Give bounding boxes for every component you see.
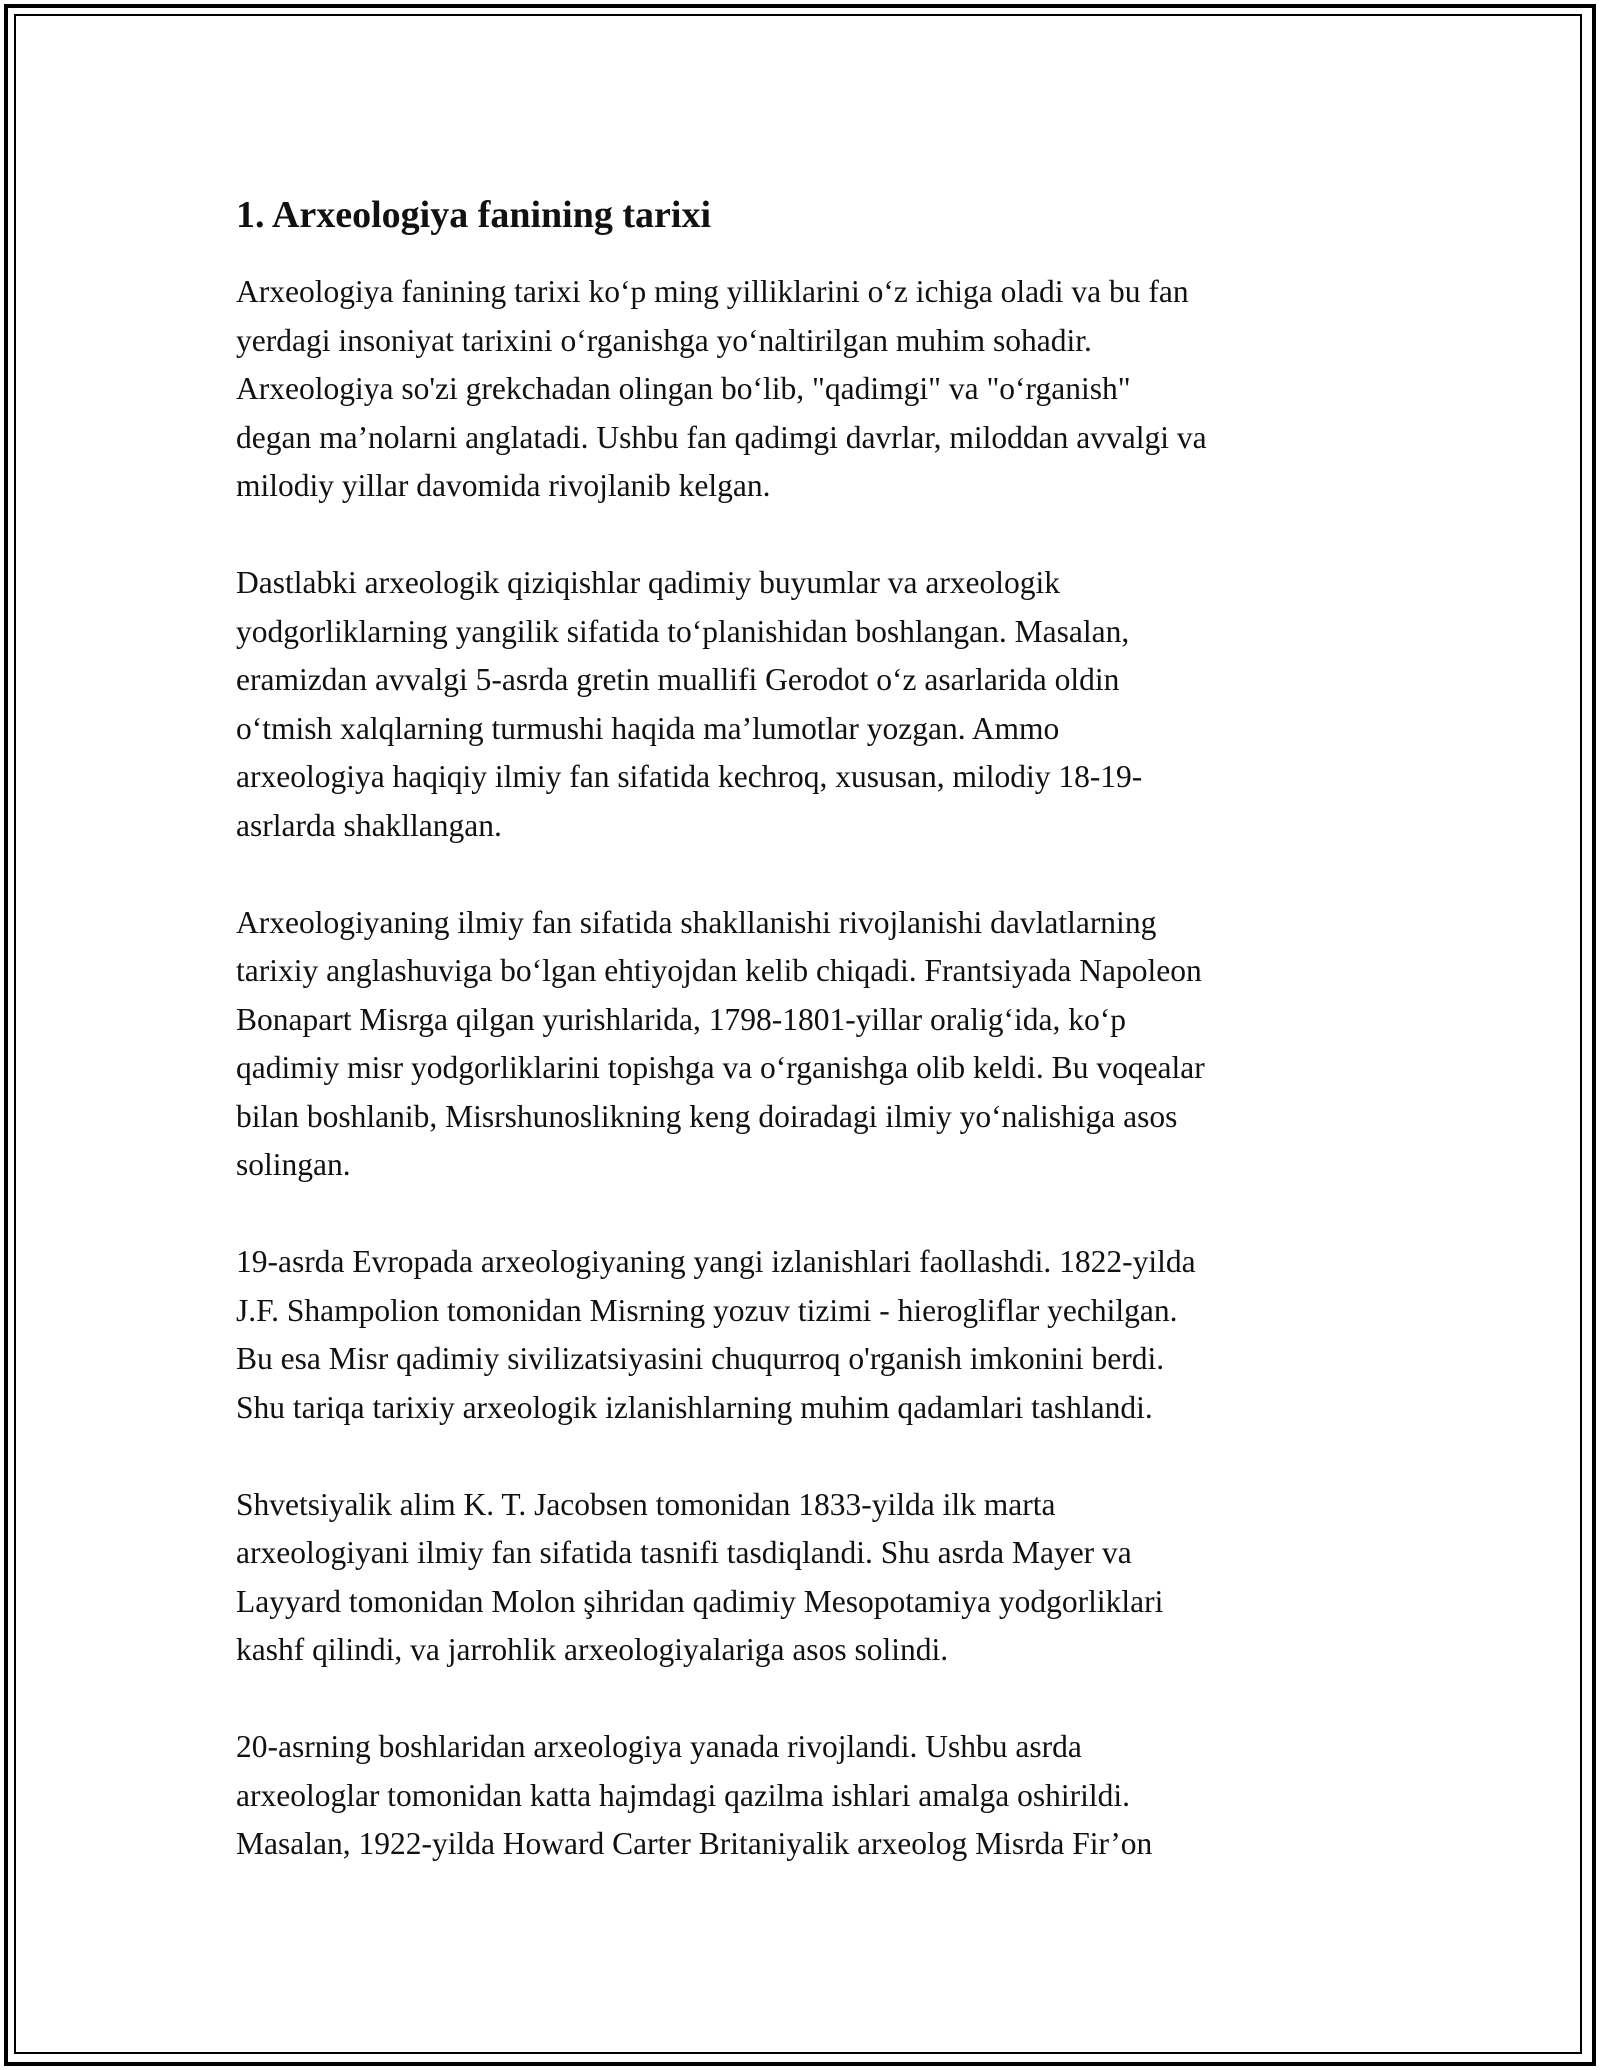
paragraph-1 — [236, 268, 1386, 511]
paragraph-5 — [236, 1481, 1386, 1675]
text-line: 20-asrning boshlaridan arxeologiya yanada rivojlandi. Ushbu asrda — [236, 1729, 1082, 1764]
text-line: Layyard tomonidan Molon şihridan qadimiy Mesopotamiya yodgorliklari — [236, 1583, 1164, 1619]
text-line: Shvetsiyalik alim K. T. Jacobsen tomonidan 1833-yilda ilk marta — [236, 1486, 1056, 1522]
text-line: o‘tmish xalqlarning turmushi haqida ma’lumotlar yozgan. Ammo — [236, 710, 1060, 746]
text-line: Bonapart Misrga qilgan yurishlarida, 1798-1801-yillar oralig‘ida, ko‘p — [236, 1001, 1126, 1037]
text-line: milodiy yillar davomida rivojlanib kelgan. — [236, 468, 771, 503]
text-line: tarixiy anglashuviga bo‘lgan ehtiyojdan kelib chiqadi. Frantsiyada Napoleon — [236, 953, 1202, 988]
text-line: Arxeologiya so'zi grekchadan olingan bo‘lib, "qadimgi" va "o‘rganish" — [236, 371, 1131, 406]
text-line: Arxeologiyaning ilmiy fan sifatida shakllanishi rivojlanishi davlatlarning — [236, 904, 1157, 940]
text-line: arxeologiyani ilmiy fan sifatida tasnifi tasdiqlandi. Shu asrda Mayer va — [236, 1535, 1132, 1570]
text-line: eramizdan avvalgi 5-asrda gretin muallifi Gerodot o‘z asarlarida oldin — [236, 662, 1120, 697]
paragraph-2 — [236, 559, 1386, 850]
text-line: qadimiy misr yodgorliklarini topishga va o‘rganishga olib keldi. Bu voqealar — [236, 1050, 1205, 1085]
text-line: Masalan, 1922-yilda Howard Carter Britaniyalik arxeolog Misrda Fir’on — [236, 1826, 1153, 1861]
text-line: Dastlabki arxeologik qiziqishlar qadimiy buyumlar va arxeologik — [236, 565, 1061, 600]
text-line: Arxeologiya fanining tarixi ko‘p ming yilliklarini o‘z ichiga oladi va bu fan — [236, 274, 1189, 309]
paragraph-6 — [236, 1723, 1386, 1869]
text-line: Shu tariqa tarixiy arxeologik izlanishlarning muhim qadamlari tashlandi. — [236, 1389, 1153, 1425]
text-line: solingan. — [236, 1147, 351, 1182]
text-line: degan ma’nolarni anglatadi. Ushbu fan qadimgi davrlar, miloddan avvalgi va — [236, 419, 1207, 455]
text-line: arxeologlar tomonidan katta hajmdagi qazilma ishlari amalga oshirildi. — [236, 1777, 1130, 1813]
text-line: 19-asrda Evropada arxeologiyaning yangi izlanishlari faollashdi. 1822-yilda — [236, 1244, 1196, 1279]
document-body — [236, 186, 1386, 1917]
text-line: yodgorliklarning yangilik sifatida to‘planishidan boshlangan. Masalan, — [236, 613, 1130, 649]
text-line: yerdagi insoniyat tarixini o‘rganishga yo‘naltirilgan muhim sohadir. — [236, 322, 1092, 358]
paragraph-4 — [236, 1238, 1386, 1432]
text-line: Bu esa Misr qadimiy sivilizatsiyasini chuqurroq o'rganish imkonini berdi. — [236, 1341, 1165, 1376]
text-line: asrlarda shakllangan. — [236, 807, 502, 843]
text-line: J.F. Shampolion tomonidan Misrning yozuv tizimi - hierogliflar yechilgan. — [236, 1292, 1178, 1328]
paragraph-3 — [236, 899, 1386, 1190]
text-line: arxeologiya haqiqiy ilmiy fan sifatida kechroq, xususan, milodiy 18-19- — [236, 759, 1143, 794]
text-line: bilan boshlanib, Misrshunoslikning keng doiradagi ilmiy yo‘nalishiga asos — [236, 1098, 1178, 1134]
section-heading: 1. Arxeologiya fanining tarixi — [236, 194, 711, 236]
text-line: kashf qilindi, va jarrohlik arxeologiyalariga asos solindi. — [236, 1632, 949, 1667]
